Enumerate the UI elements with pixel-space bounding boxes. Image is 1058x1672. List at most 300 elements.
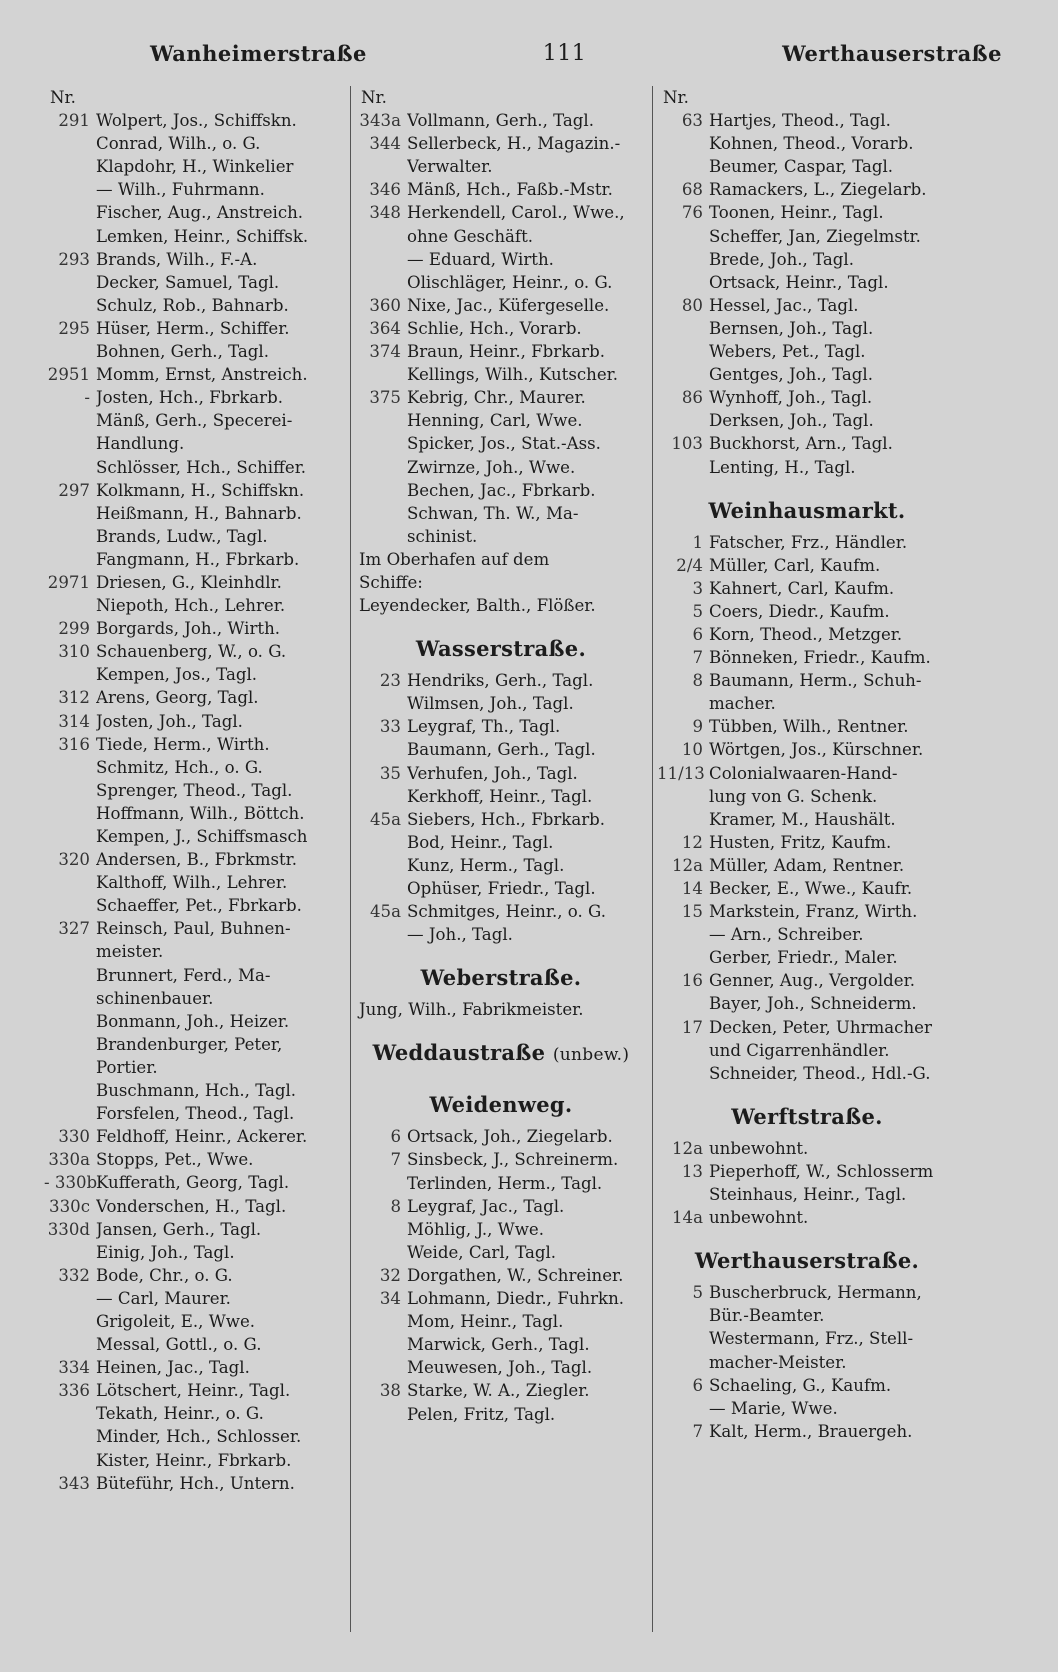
left-entries — [44, 109, 344, 1495]
house-number — [657, 409, 709, 432]
resident-entry: Lötschert, Heinr., Tagl. — [96, 1381, 291, 1401]
directory-entry — [44, 779, 344, 802]
directory-entry — [44, 848, 344, 871]
directory-entry — [44, 733, 344, 756]
resident-entry: Bode, Chr., o. G. — [96, 1265, 233, 1285]
directory-entry — [355, 178, 647, 201]
resident-entry: lung von G. Schenk. — [709, 786, 878, 806]
house-number — [44, 940, 96, 963]
directory-entry — [355, 1310, 647, 1333]
directory-entry — [657, 1062, 957, 1085]
directory-entry — [44, 686, 344, 709]
directory-entry — [44, 271, 344, 294]
house-number: 295 — [58, 318, 90, 338]
directory-entry — [44, 1195, 344, 1218]
house-number — [355, 525, 407, 548]
resident-entry: — Wilh., Fuhrmann. — [96, 180, 265, 200]
directory-entry — [657, 225, 957, 248]
resident-entry: Kalthoff, Wilh., Lehrer. — [96, 873, 288, 893]
directory-entry — [657, 554, 957, 577]
house-number — [355, 363, 407, 386]
resident-entry: Minder, Hch., Schlosser. — [96, 1427, 302, 1447]
resident-entry: Schaeffer, Pet., Fbrkarb. — [96, 896, 302, 916]
directory-entry — [657, 201, 957, 224]
resident-entry: meister. — [96, 942, 164, 962]
resident-entry: Stopps, Pet., Wwe. — [96, 1150, 254, 1170]
directory-entry — [44, 617, 344, 640]
house-number: 12a — [671, 855, 703, 875]
house-number: 344 — [369, 134, 401, 154]
house-number: 5 — [692, 1283, 703, 1303]
directory-entry — [355, 854, 647, 877]
resident-entry: Kohnen, Theod., Vorarb. — [709, 134, 914, 154]
nr-label: Nr. — [663, 88, 689, 107]
house-number — [44, 271, 96, 294]
directory-entry — [355, 808, 647, 831]
oberhafen-line-3: Leyendecker, Balth., Flößer. — [359, 596, 596, 616]
house-number: 327 — [58, 919, 90, 939]
directory-entry — [355, 432, 647, 455]
directory-entry — [44, 1241, 344, 1264]
middle-column — [350, 86, 647, 1632]
directory-entry — [657, 132, 957, 155]
directory-entry — [355, 479, 647, 502]
directory-entry — [657, 1160, 957, 1183]
resident-entry: Schmitz, Hch., o. G. — [96, 757, 263, 777]
directory-entry — [44, 802, 344, 825]
directory-entry — [44, 1033, 344, 1056]
resident-entry: Hartjes, Theod., Tagl. — [709, 111, 891, 131]
resident-entry: Arens, Georg, Tagl. — [96, 688, 259, 708]
house-number: 17 — [681, 1017, 703, 1037]
resident-entry: Buckhorst, Arn., Tagl. — [709, 434, 893, 454]
resident-entry: Genner, Aug., Vergolder. — [709, 971, 916, 991]
directory-entry — [44, 1010, 344, 1033]
directory-entry — [657, 155, 957, 178]
resident-entry: Meuwesen, Joh., Tagl. — [407, 1358, 593, 1378]
resident-entry: Conrad, Wilh., o. G. — [96, 134, 261, 154]
section-heading-weinhausmarkt: Weinhausmarkt. — [708, 497, 906, 523]
resident-entry: Bod, Heinr., Tagl. — [407, 832, 554, 852]
resident-entry: Starke, W. A., Ziegler. — [407, 1381, 590, 1401]
header-left-street: Wanheimerstraße — [150, 40, 367, 66]
directory-entry — [657, 1420, 957, 1443]
resident-entry: Coers, Diedr., Kaufm. — [709, 601, 890, 621]
directory-entry — [355, 456, 647, 479]
resident-entry: Baumann, Gerh., Tagl. — [407, 740, 596, 760]
resident-entry: Schlie, Hch., Vorarb. — [407, 318, 582, 338]
house-number: 1 — [692, 532, 703, 552]
resident-entry: Leygraf, Th., Tagl. — [407, 717, 561, 737]
directory-entry — [355, 1403, 647, 1426]
house-number — [355, 1241, 407, 1264]
directory-entry — [355, 1333, 647, 1356]
directory-entry — [44, 640, 344, 663]
directory-entry — [44, 1449, 344, 1472]
resident-entry: Vonderschen, H., Tagl. — [96, 1196, 287, 1216]
resident-entry: Zwirnze, Joh., Wwe. — [407, 457, 576, 477]
directory-entry — [657, 992, 957, 1015]
oberhafen-line-1: Im Oberhafen auf dem — [359, 549, 550, 569]
directory-entry — [44, 1287, 344, 1310]
directory-entry — [657, 531, 957, 554]
right-entries-weinhaus — [657, 531, 957, 1085]
house-number — [355, 1172, 407, 1195]
directory-entry — [657, 923, 957, 946]
house-number — [44, 1287, 96, 1310]
resident-entry: Klapdohr, H., Winkelier — [96, 157, 294, 177]
directory-entry — [355, 1218, 647, 1241]
house-number — [44, 756, 96, 779]
resident-entry: Bonmann, Joh., Heizer. — [96, 1011, 290, 1031]
resident-entry: Leygraf, Jac., Tagl. — [407, 1196, 565, 1216]
house-number — [44, 432, 96, 455]
house-number — [44, 1033, 96, 1056]
directory-entry — [657, 785, 957, 808]
resident-entry: Verwalter. — [407, 157, 493, 177]
directory-entry — [355, 155, 647, 178]
running-head — [150, 36, 1002, 70]
house-number: 86 — [681, 388, 703, 408]
directory-entry — [657, 1137, 957, 1160]
house-number: 310 — [58, 642, 90, 662]
directory-entry — [657, 1374, 957, 1397]
resident-entry: Forsfelen, Theod., Tagl. — [96, 1104, 295, 1124]
directory-entry — [657, 1281, 957, 1304]
directory-entry — [657, 432, 957, 455]
directory-entry — [44, 1425, 344, 1448]
house-number: 316 — [58, 734, 90, 754]
directory-entry — [355, 1379, 647, 1402]
directory-entry — [657, 1016, 957, 1039]
directory-entry — [657, 969, 957, 992]
directory-entry — [44, 964, 344, 987]
house-number — [657, 456, 709, 479]
nr-label: Nr. — [50, 88, 76, 107]
resident-entry: Hendriks, Gerh., Tagl. — [407, 671, 594, 691]
directory-entry — [657, 646, 957, 669]
directory-entry — [44, 178, 344, 201]
house-number: 364 — [369, 318, 401, 338]
house-number — [657, 1397, 709, 1420]
house-number: 45a — [369, 809, 401, 829]
house-number: - — [84, 388, 90, 408]
directory-entry — [355, 785, 647, 808]
resident-entry: Wynhoff, Joh., Tagl. — [709, 388, 873, 408]
house-number: 7 — [390, 1150, 401, 1170]
resident-entry: macher-Meister. — [709, 1352, 847, 1372]
directory-entry — [44, 1333, 344, 1356]
directory-entry — [657, 386, 957, 409]
resident-entry: Brands, Wilh., F.-A. — [96, 249, 258, 269]
resident-entry: Andersen, B., Fbrkmstr. — [96, 850, 298, 870]
resident-entry: Pieperhoff, W., Schlosserm — [709, 1161, 934, 1181]
directory-entry — [355, 525, 647, 548]
resident-entry: Sinsbeck, J., Schreinerm. — [407, 1150, 619, 1170]
resident-entry: Ortsack, Joh., Ziegelarb. — [407, 1127, 613, 1147]
house-number — [355, 225, 407, 248]
house-number — [44, 1402, 96, 1425]
resident-entry: Decker, Samuel, Tagl. — [96, 272, 280, 292]
house-number — [355, 923, 407, 946]
directory-entry — [657, 762, 957, 785]
header-right-street: Werthauserstraße — [782, 40, 1002, 66]
directory-entry — [44, 1356, 344, 1379]
directory-entry — [44, 363, 344, 386]
house-number: 312 — [58, 688, 90, 708]
resident-entry: Spicker, Jos., Stat.-Ass. — [407, 434, 601, 454]
directory-entry — [355, 1241, 647, 1264]
nr-label-row — [44, 86, 344, 109]
resident-entry: Kister, Heinr., Fbrkarb. — [96, 1450, 292, 1470]
house-number — [657, 1183, 709, 1206]
resident-entry: Bechen, Jac., Fbrkarb. — [407, 480, 596, 500]
resident-entry: Lohmann, Diedr., Fuhrkn. — [407, 1289, 625, 1309]
weddau-title: Weddaustraße — [372, 1040, 546, 1066]
resident-entry: Fatscher, Frz., Händler. — [709, 532, 908, 552]
directory-entry — [44, 525, 344, 548]
page-number: 111 — [542, 40, 587, 66]
house-number — [44, 548, 96, 571]
house-number — [44, 201, 96, 224]
resident-entry: und Cigarrenhändler. — [709, 1040, 890, 1060]
right-entries-werft — [657, 1137, 957, 1229]
middle-entries-wasser — [355, 669, 647, 946]
house-number — [355, 831, 407, 854]
directory-entry — [44, 409, 344, 432]
directory-entry — [44, 155, 344, 178]
directory-entry — [44, 1472, 344, 1495]
house-number: 7 — [692, 648, 703, 668]
resident-entry: Kunz, Herm., Tagl. — [407, 855, 565, 875]
house-number — [44, 178, 96, 201]
resident-entry: Reinsch, Paul, Buhnen- — [96, 919, 291, 939]
resident-entry: Bernsen, Joh., Tagl. — [709, 318, 874, 338]
house-number — [44, 525, 96, 548]
house-number — [44, 825, 96, 848]
house-number — [44, 155, 96, 178]
resident-entry: Schauenberg, W., o. G. — [96, 642, 287, 662]
resident-entry: Schneider, Theod., Hdl.-G. — [709, 1063, 931, 1083]
house-number: 7 — [692, 1421, 703, 1441]
resident-entry: — Arn., Schreiber. — [709, 925, 864, 945]
resident-entry: Feldhoff, Heinr., Ackerer. — [96, 1127, 308, 1147]
resident-entry: Hoffmann, Wilh., Böttch. — [96, 803, 305, 823]
directory-entry — [355, 877, 647, 900]
directory-entry — [44, 317, 344, 340]
house-number — [44, 340, 96, 363]
resident-entry: Messal, Gottl., o. G. — [96, 1335, 262, 1355]
directory-entry — [355, 294, 647, 317]
directory-entry — [44, 663, 344, 686]
oberhafen-line-2: Schiffe: — [359, 572, 423, 592]
resident-entry: Borgards, Joh., Wirth. — [96, 619, 281, 639]
house-number: 297 — [58, 480, 90, 500]
resident-entry: schinist. — [407, 526, 478, 546]
house-number — [44, 1310, 96, 1333]
house-number: 15 — [681, 902, 703, 922]
resident-entry: Handlung. — [96, 434, 185, 454]
resident-entry: Toonen, Heinr., Tagl. — [709, 203, 884, 223]
house-number — [355, 1403, 407, 1426]
house-number: 14a — [671, 1208, 703, 1228]
resident-entry: Tübben, Wilh., Rentner. — [709, 717, 909, 737]
directory-entry — [355, 502, 647, 525]
directory-entry — [44, 456, 344, 479]
directory-entry — [657, 1039, 957, 1062]
resident-entry: Portier. — [96, 1057, 158, 1077]
house-number: 330d — [47, 1219, 90, 1239]
resident-entry: Einig, Joh., Tagl. — [96, 1242, 235, 1262]
directory-entry — [657, 623, 957, 646]
right-entries-werthauser-cont — [657, 109, 957, 479]
directory-entry — [44, 548, 344, 571]
directory-entry — [355, 340, 647, 363]
house-number — [44, 1010, 96, 1033]
directory-entry — [355, 109, 647, 132]
resident-entry: Westermann, Frz., Stell- — [709, 1329, 914, 1349]
directory-entry — [44, 1310, 344, 1333]
directory-entry — [44, 248, 344, 271]
directory-entry — [355, 1195, 647, 1218]
resident-entry: Mänß, Gerh., Specerei- — [96, 411, 293, 431]
resident-entry: Wolpert, Jos., Schiffskn. — [96, 111, 297, 131]
resident-entry: Hessel, Jac., Tagl. — [709, 295, 859, 315]
resident-entry: — Marie, Wwe. — [709, 1398, 838, 1418]
directory-entry — [657, 363, 957, 386]
house-number: 14 — [681, 879, 703, 898]
house-number — [44, 502, 96, 525]
resident-entry: Mom, Heinr., Tagl. — [407, 1312, 564, 1332]
house-number — [355, 738, 407, 761]
resident-entry: Schulz, Rob., Bahnarb. — [96, 295, 289, 315]
house-number — [355, 248, 407, 271]
house-number: 8 — [390, 1196, 401, 1216]
house-number — [657, 992, 709, 1015]
house-number — [657, 1304, 709, 1327]
house-number — [657, 808, 709, 831]
resident-entry: Kalt, Herm., Brauergeh. — [709, 1421, 913, 1441]
house-number — [44, 663, 96, 686]
resident-entry: Buschmann, Hch., Tagl. — [96, 1081, 297, 1101]
house-number — [355, 432, 407, 455]
resident-entry: Braun, Heinr., Fbrkarb. — [407, 342, 606, 362]
directory-entry — [657, 692, 957, 715]
resident-entry: unbewohnt. — [709, 1208, 809, 1228]
resident-entry: Ramackers, L., Ziegelarb. — [709, 180, 927, 200]
house-number — [44, 294, 96, 317]
house-number: 314 — [58, 711, 90, 731]
resident-entry: Dorgathen, W., Schreiner. — [407, 1265, 624, 1285]
directory-entry — [657, 600, 957, 623]
section-heading-werftstrasse: Werftstraße. — [731, 1103, 883, 1129]
resident-entry: Ophüser, Friedr., Tagl. — [407, 879, 596, 898]
directory-entry — [657, 340, 957, 363]
house-number: 35 — [379, 763, 401, 783]
right-column — [652, 86, 957, 1632]
resident-entry: Brandenburger, Peter, — [96, 1034, 283, 1054]
directory-entry — [355, 669, 647, 692]
resident-entry: Möhlig, J., Wwe. — [407, 1219, 544, 1239]
directory-entry — [355, 386, 647, 409]
resident-entry: Müller, Carl, Kaufm. — [709, 555, 881, 575]
resident-entry: Wörtgen, Jos., Kürschner. — [709, 740, 924, 760]
house-number: 5 — [692, 601, 703, 621]
resident-entry: Kempen, Jos., Tagl. — [96, 665, 258, 685]
house-number: 343a — [359, 111, 401, 131]
house-number: 291 — [58, 111, 90, 131]
directory-entry — [44, 894, 344, 917]
resident-entry: Tiede, Herm., Wirth. — [96, 734, 270, 754]
directory-entry — [44, 1379, 344, 1402]
house-number — [44, 1449, 96, 1472]
directory-entry — [355, 923, 647, 946]
directory-entry — [44, 109, 344, 132]
house-number — [657, 340, 709, 363]
resident-entry: Wilmsen, Joh., Tagl. — [407, 694, 574, 714]
section-heading-wasserstrasse: Wasserstraße. — [415, 636, 587, 662]
house-number: 6 — [390, 1127, 401, 1147]
house-number — [657, 271, 709, 294]
house-number: 332 — [58, 1265, 90, 1285]
resident-entry: Büteführ, Hch., Untern. — [96, 1473, 295, 1493]
house-number — [355, 502, 407, 525]
resident-entry: Niepoth, Hch., Lehrer. — [96, 596, 286, 616]
house-number: 13 — [681, 1161, 703, 1181]
resident-entry: Fischer, Aug., Anstreich. — [96, 203, 304, 223]
house-number — [355, 854, 407, 877]
directory-entry — [44, 710, 344, 733]
directory-entry — [657, 1327, 957, 1350]
directory-entry — [44, 756, 344, 779]
house-number — [355, 1218, 407, 1241]
house-number — [355, 479, 407, 502]
house-number — [657, 225, 709, 248]
house-number: 23 — [379, 671, 401, 691]
resident-entry: Grigoleit, E., Wwe. — [96, 1311, 256, 1331]
directory-entry — [355, 317, 647, 340]
house-number — [355, 155, 407, 178]
resident-entry: Hüser, Herm., Schiffer. — [96, 318, 290, 338]
resident-entry: Lenting, H., Tagl. — [709, 457, 856, 477]
resident-entry: Schmitges, Heinr., o. G. — [407, 902, 606, 922]
resident-entry: Vollmann, Gerh., Tagl. — [407, 111, 595, 131]
house-number: 32 — [379, 1265, 401, 1285]
house-number: - 330b — [44, 1173, 98, 1193]
directory-entry — [657, 669, 957, 692]
resident-entry: Bönneken, Friedr., Kaufm. — [709, 648, 931, 668]
directory-entry — [657, 1206, 957, 1229]
house-number — [657, 155, 709, 178]
house-number — [355, 877, 407, 900]
resident-entry: macher. — [709, 694, 776, 714]
directory-entry — [355, 1172, 647, 1195]
directory-entry — [44, 479, 344, 502]
directory-entry — [44, 917, 344, 940]
directory-entry — [44, 1264, 344, 1287]
resident-entry: Schwan, Th. W., Ma- — [407, 503, 579, 523]
house-number: 330 — [58, 1127, 90, 1147]
directory-entry — [355, 271, 647, 294]
house-number: 336 — [58, 1381, 90, 1401]
house-number: 348 — [369, 203, 401, 223]
directory-entry — [355, 132, 647, 155]
directory-entry — [355, 762, 647, 785]
resident-entry: Beumer, Caspar, Tagl. — [709, 157, 894, 177]
resident-entry: — Joh., Tagl. — [407, 925, 513, 945]
directory-entry — [355, 201, 647, 224]
directory-entry — [657, 1351, 957, 1374]
